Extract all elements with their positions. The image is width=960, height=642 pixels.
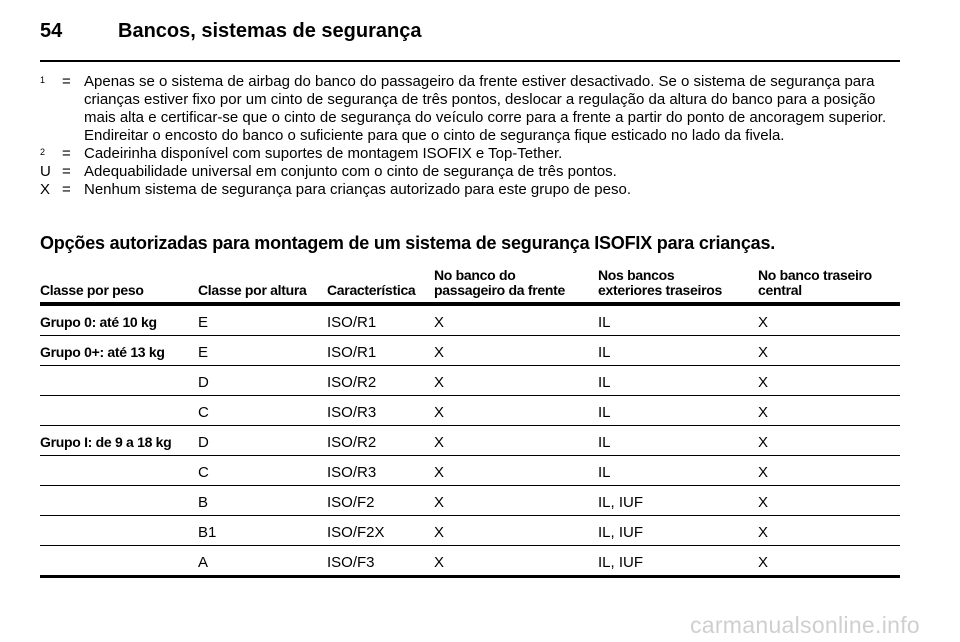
- column-header-line: exteriores traseiros: [598, 282, 722, 298]
- table-row: [40, 486, 900, 516]
- footnote-text: Adequabilidade universal em conjunto com o cinto de segurança de três pontos.: [84, 163, 617, 180]
- table-cell: IL, IUF: [598, 554, 644, 571]
- weight-group-cell: Grupo 0+: até 13 kg: [40, 344, 165, 360]
- page-number: 54: [40, 20, 63, 42]
- table-cell: X: [434, 434, 445, 451]
- table-cell: E: [198, 344, 209, 361]
- column-header-line: Classe por altura: [198, 282, 307, 298]
- isofix-table: [40, 262, 900, 578]
- table-cell: X: [758, 524, 769, 541]
- table-cell: ISO/R1: [327, 314, 377, 331]
- column-header-line: passageiro da frente: [434, 282, 565, 298]
- table-cell: X: [434, 524, 445, 541]
- footnote-key: [40, 73, 62, 145]
- footnote-equals: =: [62, 181, 71, 198]
- table-cell: X: [434, 374, 445, 391]
- table-cell: IL, IUF: [598, 494, 644, 511]
- table-row: [40, 546, 900, 578]
- column-header-line: Nos bancos: [598, 267, 675, 283]
- footnote-text: Apenas se o sistema de airbag do banco do passageiro da frente estiver desactivado. Se o sistema de segurança para crianças estiver fixo por um cinto de segurança de três pontos, deslocar a regulação da altura do banco para a posição mais alta e certificar-se que o cinto de segurança do veículo corre para a frente a partir do ponto de ancoragem superior. Endireitar o encosto do banco o suficiente para que o cinto de segurança fique esticado no lado da fivela.: [84, 73, 887, 144]
- table-row: [40, 426, 900, 456]
- footnote: [40, 145, 902, 163]
- column-header-line: central: [758, 282, 802, 298]
- column-header: [198, 283, 307, 298]
- table-cell: X: [758, 374, 769, 391]
- table-row: [40, 456, 900, 486]
- column-header-line: No banco traseiro: [758, 267, 872, 283]
- table-cell: E: [198, 314, 209, 331]
- table-cell: X: [434, 494, 445, 511]
- table-cell: ISO/R2: [327, 434, 377, 451]
- footnote-equals: =: [62, 73, 71, 90]
- table-cell: X: [758, 494, 769, 511]
- table-cell: X: [434, 314, 445, 331]
- table-cell: X: [758, 314, 769, 331]
- column-header-line: No banco do: [434, 267, 516, 283]
- table-body: [40, 306, 900, 578]
- column-header: [598, 268, 722, 298]
- table-cell: IL: [598, 404, 611, 421]
- table-cell: X: [434, 464, 445, 481]
- table-cell: ISO/R3: [327, 464, 377, 481]
- footnote-text: Cadeirinha disponível com suportes de montagem ISOFIX e Top-Tether.: [84, 145, 563, 162]
- table-row: [40, 336, 900, 366]
- table-cell: X: [434, 404, 445, 421]
- table-cell: IL: [598, 374, 611, 391]
- table-cell: IL: [598, 314, 611, 331]
- footnote: [40, 181, 902, 199]
- table-cell: X: [758, 464, 769, 481]
- footnotes: [40, 73, 902, 199]
- table-cell: ISO/F2: [327, 494, 375, 511]
- table-row: [40, 306, 900, 336]
- footnote-key: X: [40, 181, 51, 198]
- table-row: [40, 366, 900, 396]
- column-header: [327, 283, 415, 298]
- footnote-text: Nenhum sistema de segurança para crianças autorizado para este grupo de peso.: [84, 181, 631, 198]
- column-header: [40, 283, 144, 298]
- footnote-key: [40, 145, 62, 163]
- table-cell: X: [758, 554, 769, 571]
- section-heading: Opções autorizadas para montagem de um sistema de segurança ISOFIX para crianças.: [40, 233, 776, 253]
- table-cell: ISO/R2: [327, 374, 377, 391]
- table-cell: X: [758, 344, 769, 361]
- table-cell: C: [198, 464, 209, 481]
- footnote-equals: =: [62, 163, 71, 180]
- footnote-marker: 1: [40, 75, 46, 85]
- table-cell: X: [434, 344, 445, 361]
- footnote-marker: 2: [40, 147, 46, 157]
- weight-group-cell: Grupo 0: até 10 kg: [40, 314, 157, 330]
- table-cell: IL: [598, 434, 611, 451]
- footnote-key: U: [40, 163, 51, 180]
- table-cell: IL: [598, 464, 611, 481]
- table-cell: X: [758, 434, 769, 451]
- table-row: [40, 396, 900, 426]
- footnote-equals: =: [62, 145, 71, 162]
- table-cell: ISO/R3: [327, 404, 377, 421]
- table-cell: B: [198, 494, 209, 511]
- watermark: carmanualsonline.info: [689, 612, 920, 638]
- table-cell: B1: [198, 524, 217, 541]
- table-row: [40, 516, 900, 546]
- table-cell: X: [434, 554, 445, 571]
- table-cell: ISO/F2X: [327, 524, 385, 541]
- table-cell: D: [198, 374, 209, 391]
- page-title: Bancos, sistemas de segurança: [118, 20, 422, 42]
- table-cell: ISO/F3: [327, 554, 375, 571]
- footnote: [40, 163, 902, 181]
- table-cell: C: [198, 404, 209, 421]
- column-header: [758, 268, 872, 298]
- table-cell: A: [198, 554, 209, 571]
- column-header-line: Característica: [327, 282, 416, 298]
- page-header: [40, 16, 900, 62]
- footnote: [40, 73, 902, 145]
- table-cell: X: [758, 404, 769, 421]
- table-header: [40, 262, 900, 306]
- weight-group-cell: Grupo I: de 9 a 18 kg: [40, 434, 172, 450]
- column-header: [434, 268, 565, 298]
- table-cell: IL: [598, 344, 611, 361]
- table-cell: ISO/R1: [327, 344, 377, 361]
- column-header-line: Classe por peso: [40, 282, 144, 298]
- table-cell: IL, IUF: [598, 524, 644, 541]
- table-cell: D: [198, 434, 209, 451]
